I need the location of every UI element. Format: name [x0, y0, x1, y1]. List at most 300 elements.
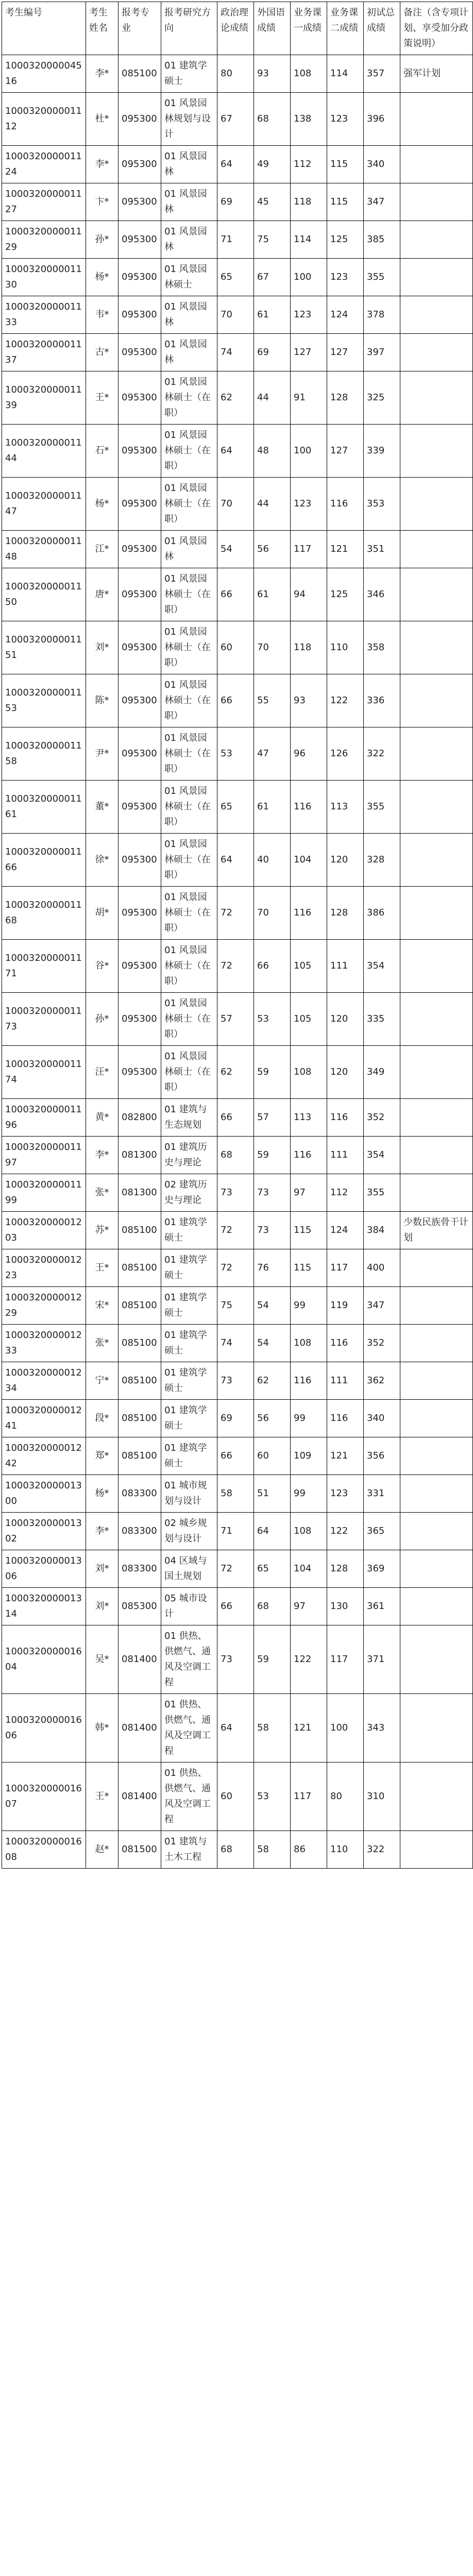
- table-row: [2, 1588, 473, 1625]
- table-row: [2, 146, 473, 183]
- table-row: [2, 296, 473, 334]
- politics-score-cell: 62: [217, 1046, 254, 1099]
- remark-cell: [400, 1287, 473, 1325]
- candidate-name-cell: 唐*: [86, 568, 119, 621]
- candidate-name-cell: 张*: [86, 1174, 119, 1212]
- research-direction-cell: 01 建筑学硕士: [161, 1325, 217, 1362]
- candidate-id-cell: 100032000001608: [2, 1831, 86, 1869]
- table-row: [2, 1694, 473, 1762]
- politics-score-cell: 60: [217, 621, 254, 674]
- politics-score-cell: 64: [217, 146, 254, 183]
- politics-score-cell: 70: [217, 478, 254, 531]
- foreign-language-score-cell: 64: [254, 1513, 291, 1550]
- total-score-cell: 352: [364, 1099, 400, 1137]
- total-score-cell: 331: [364, 1475, 400, 1513]
- header-cell: 考生编号: [2, 2, 86, 55]
- foreign-language-score-cell: 53: [254, 1762, 291, 1831]
- research-direction-cell: 01 建筑学硕士: [161, 1400, 217, 1437]
- subject2-score-cell: 116: [327, 1099, 364, 1137]
- subject2-score-cell: 122: [327, 674, 364, 727]
- major-code-cell: 081500: [119, 1831, 161, 1869]
- foreign-language-score-cell: 53: [254, 993, 291, 1046]
- research-direction-cell: 01 风景园林硕士（在职）: [161, 993, 217, 1046]
- remark-cell: [400, 1249, 473, 1287]
- total-score-cell: 362: [364, 1362, 400, 1400]
- politics-score-cell: 64: [217, 425, 254, 478]
- foreign-language-score-cell: 69: [254, 334, 291, 371]
- remark-cell: [400, 1625, 473, 1694]
- foreign-language-score-cell: 54: [254, 1325, 291, 1362]
- subject2-score-cell: 117: [327, 1625, 364, 1694]
- subject2-score-cell: 120: [327, 993, 364, 1046]
- research-direction-cell: 01 风景园林硕士（在职）: [161, 1046, 217, 1099]
- politics-score-cell: 66: [217, 1099, 254, 1137]
- remark-cell: 强军计划: [400, 55, 473, 93]
- remark-cell: [400, 568, 473, 621]
- header-cell: 业务课二成绩: [327, 2, 364, 55]
- remark-cell: [400, 1362, 473, 1400]
- total-score-cell: 354: [364, 1137, 400, 1174]
- candidate-name-cell: 王*: [86, 371, 119, 425]
- foreign-language-score-cell: 65: [254, 1550, 291, 1588]
- research-direction-cell: 01 风景园林硕士（在职）: [161, 887, 217, 940]
- candidate-id-cell: 100032000001166: [2, 834, 86, 887]
- total-score-cell: 336: [364, 674, 400, 727]
- table-row: [2, 55, 473, 93]
- table-row: [2, 674, 473, 727]
- candidate-id-cell: 100032000001153: [2, 674, 86, 727]
- major-code-cell: 085100: [119, 1400, 161, 1437]
- table-row: [2, 478, 473, 531]
- candidate-name-cell: 段*: [86, 1400, 119, 1437]
- subject2-score-cell: 111: [327, 1362, 364, 1400]
- total-score-cell: 343: [364, 1694, 400, 1762]
- remark-cell: [400, 146, 473, 183]
- subject2-score-cell: 121: [327, 531, 364, 568]
- header-cell: 初试总成绩: [364, 2, 400, 55]
- subject1-score-cell: 91: [291, 371, 327, 425]
- subject1-score-cell: 116: [291, 781, 327, 834]
- table-row: [2, 727, 473, 781]
- politics-score-cell: 73: [217, 1174, 254, 1212]
- subject2-score-cell: 125: [327, 568, 364, 621]
- candidate-name-cell: 刘*: [86, 1588, 119, 1625]
- table-row: [2, 425, 473, 478]
- total-score-cell: 371: [364, 1625, 400, 1694]
- total-score-cell: 357: [364, 55, 400, 93]
- major-code-cell: 095300: [119, 993, 161, 1046]
- major-code-cell: 095300: [119, 621, 161, 674]
- candidate-name-cell: 董*: [86, 781, 119, 834]
- table-row: [2, 993, 473, 1046]
- subject2-score-cell: 130: [327, 1588, 364, 1625]
- major-code-cell: 095300: [119, 183, 161, 221]
- research-direction-cell: 01 风景园林硕士（在职）: [161, 834, 217, 887]
- major-code-cell: 095300: [119, 834, 161, 887]
- major-code-cell: 095300: [119, 1046, 161, 1099]
- politics-score-cell: 65: [217, 259, 254, 296]
- total-score-cell: 353: [364, 478, 400, 531]
- total-score-cell: 325: [364, 371, 400, 425]
- candidate-id-cell: 100032000001144: [2, 425, 86, 478]
- research-direction-cell: 01 建筑学硕士: [161, 1249, 217, 1287]
- foreign-language-score-cell: 59: [254, 1625, 291, 1694]
- total-score-cell: 322: [364, 1831, 400, 1869]
- remark-cell: [400, 887, 473, 940]
- foreign-language-score-cell: 40: [254, 834, 291, 887]
- major-code-cell: 095300: [119, 259, 161, 296]
- candidate-id-cell: 100032000001127: [2, 183, 86, 221]
- header-row: [2, 2, 473, 55]
- subject1-score-cell: 121: [291, 1694, 327, 1762]
- total-score-cell: 310: [364, 1762, 400, 1831]
- table-row: [2, 183, 473, 221]
- table-row: [2, 334, 473, 371]
- subject1-score-cell: 115: [291, 1249, 327, 1287]
- major-code-cell: 095300: [119, 221, 161, 259]
- total-score-cell: 369: [364, 1550, 400, 1588]
- remark-cell: [400, 1137, 473, 1174]
- politics-score-cell: 74: [217, 334, 254, 371]
- table-body: [2, 55, 473, 1869]
- subject1-score-cell: 116: [291, 887, 327, 940]
- candidate-name-cell: 李*: [86, 1513, 119, 1550]
- remark-cell: [400, 478, 473, 531]
- research-direction-cell: 01 风景园林硕士（在职）: [161, 781, 217, 834]
- politics-score-cell: 54: [217, 531, 254, 568]
- subject1-score-cell: 99: [291, 1287, 327, 1325]
- research-direction-cell: 01 建筑学硕士: [161, 55, 217, 93]
- candidate-id-cell: 100032000001196: [2, 1099, 86, 1137]
- politics-score-cell: 71: [217, 221, 254, 259]
- politics-score-cell: 75: [217, 1287, 254, 1325]
- candidate-name-cell: 杨*: [86, 478, 119, 531]
- table-row: [2, 1325, 473, 1362]
- subject2-score-cell: 116: [327, 478, 364, 531]
- research-direction-cell: 05 城市设计: [161, 1588, 217, 1625]
- foreign-language-score-cell: 45: [254, 183, 291, 221]
- subject1-score-cell: 117: [291, 531, 327, 568]
- research-direction-cell: 01 城市规划与设计: [161, 1475, 217, 1513]
- table-row: [2, 371, 473, 425]
- major-code-cell: 081400: [119, 1625, 161, 1694]
- candidate-id-cell: 100032000001151: [2, 621, 86, 674]
- candidate-id-cell: 100032000001302: [2, 1513, 86, 1550]
- politics-score-cell: 70: [217, 296, 254, 334]
- foreign-language-score-cell: 47: [254, 727, 291, 781]
- candidate-name-cell: 赵*: [86, 1831, 119, 1869]
- politics-score-cell: 53: [217, 727, 254, 781]
- politics-score-cell: 68: [217, 1137, 254, 1174]
- table-row: [2, 1831, 473, 1869]
- subject2-score-cell: 116: [327, 1400, 364, 1437]
- remark-cell: [400, 1174, 473, 1212]
- remark-cell: [400, 183, 473, 221]
- candidate-name-cell: 李*: [86, 146, 119, 183]
- subject2-score-cell: 123: [327, 93, 364, 146]
- table-row: [2, 1287, 473, 1325]
- subject2-score-cell: 110: [327, 621, 364, 674]
- candidate-id-cell: 100032000001197: [2, 1137, 86, 1174]
- major-code-cell: 081400: [119, 1694, 161, 1762]
- foreign-language-score-cell: 44: [254, 478, 291, 531]
- research-direction-cell: 01 建筑历史与理论: [161, 1137, 217, 1174]
- total-score-cell: 349: [364, 1046, 400, 1099]
- candidate-name-cell: 宋*: [86, 1287, 119, 1325]
- candidate-id-cell: 100032000001124: [2, 146, 86, 183]
- candidate-id-cell: 100032000004516: [2, 55, 86, 93]
- major-code-cell: 095300: [119, 371, 161, 425]
- politics-score-cell: 65: [217, 781, 254, 834]
- foreign-language-score-cell: 75: [254, 221, 291, 259]
- remark-cell: [400, 781, 473, 834]
- table-row: [2, 1174, 473, 1212]
- politics-score-cell: 74: [217, 1325, 254, 1362]
- foreign-language-score-cell: 76: [254, 1249, 291, 1287]
- foreign-language-score-cell: 55: [254, 674, 291, 727]
- candidate-name-cell: 吴*: [86, 1625, 119, 1694]
- major-code-cell: 095300: [119, 425, 161, 478]
- research-direction-cell: 01 风景园林硕士（在职）: [161, 425, 217, 478]
- remark-cell: [400, 296, 473, 334]
- candidate-id-cell: 100032000001161: [2, 781, 86, 834]
- total-score-cell: 347: [364, 1287, 400, 1325]
- total-score-cell: 400: [364, 1249, 400, 1287]
- candidate-id-cell: 100032000001147: [2, 478, 86, 531]
- candidate-id-cell: 100032000001174: [2, 1046, 86, 1099]
- subject1-score-cell: 97: [291, 1588, 327, 1625]
- subject2-score-cell: 115: [327, 183, 364, 221]
- subject2-score-cell: 114: [327, 55, 364, 93]
- foreign-language-score-cell: 51: [254, 1475, 291, 1513]
- research-direction-cell: 01 风景园林: [161, 531, 217, 568]
- subject2-score-cell: 123: [327, 1475, 364, 1513]
- total-score-cell: 355: [364, 259, 400, 296]
- candidate-id-cell: 100032000001148: [2, 531, 86, 568]
- candidate-name-cell: 黄*: [86, 1099, 119, 1137]
- candidate-name-cell: 张*: [86, 1325, 119, 1362]
- total-score-cell: 385: [364, 221, 400, 259]
- politics-score-cell: 72: [217, 887, 254, 940]
- subject1-score-cell: 97: [291, 1174, 327, 1212]
- foreign-language-score-cell: 48: [254, 425, 291, 478]
- research-direction-cell: 01 建筑学硕士: [161, 1212, 217, 1249]
- politics-score-cell: 73: [217, 1625, 254, 1694]
- remark-cell: [400, 1762, 473, 1831]
- foreign-language-score-cell: 68: [254, 93, 291, 146]
- major-code-cell: 095300: [119, 531, 161, 568]
- candidate-id-cell: 100032000001223: [2, 1249, 86, 1287]
- foreign-language-score-cell: 60: [254, 1437, 291, 1475]
- subject1-score-cell: 108: [291, 55, 327, 93]
- major-code-cell: 085100: [119, 1325, 161, 1362]
- research-direction-cell: 01 风景园林: [161, 334, 217, 371]
- total-score-cell: 322: [364, 727, 400, 781]
- total-score-cell: 355: [364, 1174, 400, 1212]
- subject2-score-cell: 120: [327, 1046, 364, 1099]
- candidate-id-cell: 100032000001129: [2, 221, 86, 259]
- subject1-score-cell: 94: [291, 568, 327, 621]
- total-score-cell: 384: [364, 1212, 400, 1249]
- major-code-cell: 095300: [119, 887, 161, 940]
- subject2-score-cell: 120: [327, 834, 364, 887]
- subject1-score-cell: 127: [291, 334, 327, 371]
- candidate-id-cell: 100032000001233: [2, 1325, 86, 1362]
- research-direction-cell: 01 风景园林硕士（在职）: [161, 940, 217, 993]
- subject1-score-cell: 115: [291, 1212, 327, 1249]
- subject1-score-cell: 117: [291, 1762, 327, 1831]
- table-row: [2, 781, 473, 834]
- remark-cell: [400, 1325, 473, 1362]
- politics-score-cell: 73: [217, 1362, 254, 1400]
- candidate-id-cell: 100032000001606: [2, 1694, 86, 1762]
- subject1-score-cell: 138: [291, 93, 327, 146]
- subject2-score-cell: 128: [327, 1550, 364, 1588]
- candidate-id-cell: 100032000001168: [2, 887, 86, 940]
- table-row: [2, 1625, 473, 1694]
- subject2-score-cell: 124: [327, 1212, 364, 1249]
- total-score-cell: 386: [364, 887, 400, 940]
- research-direction-cell: 01 风景园林硕士: [161, 259, 217, 296]
- admission-table: [2, 2, 473, 1869]
- total-score-cell: 355: [364, 781, 400, 834]
- subject2-score-cell: 119: [327, 1287, 364, 1325]
- politics-score-cell: 66: [217, 568, 254, 621]
- total-score-cell: 378: [364, 296, 400, 334]
- research-direction-cell: 02 建筑历史与理论: [161, 1174, 217, 1212]
- candidate-id-cell: 100032000001130: [2, 259, 86, 296]
- foreign-language-score-cell: 58: [254, 1694, 291, 1762]
- major-code-cell: 085100: [119, 1287, 161, 1325]
- total-score-cell: 335: [364, 993, 400, 1046]
- table-row: [2, 1513, 473, 1550]
- candidate-id-cell: 100032000001242: [2, 1437, 86, 1475]
- candidate-id-cell: 100032000001314: [2, 1588, 86, 1625]
- research-direction-cell: 01 风景园林: [161, 296, 217, 334]
- candidate-id-cell: 100032000001203: [2, 1212, 86, 1249]
- subject2-score-cell: 126: [327, 727, 364, 781]
- total-score-cell: 361: [364, 1588, 400, 1625]
- remark-cell: [400, 1437, 473, 1475]
- candidate-id-cell: 100032000001199: [2, 1174, 86, 1212]
- research-direction-cell: 02 城乡规划与设计: [161, 1513, 217, 1550]
- foreign-language-score-cell: 62: [254, 1362, 291, 1400]
- major-code-cell: 095300: [119, 781, 161, 834]
- total-score-cell: 340: [364, 1400, 400, 1437]
- header-cell: 考生姓名: [86, 2, 119, 55]
- candidate-name-cell: 王*: [86, 1762, 119, 1831]
- total-score-cell: 352: [364, 1325, 400, 1362]
- subject2-score-cell: 111: [327, 940, 364, 993]
- remark-cell: [400, 1694, 473, 1762]
- politics-score-cell: 64: [217, 834, 254, 887]
- research-direction-cell: 01 风景园林硕士（在职）: [161, 371, 217, 425]
- table-row: [2, 621, 473, 674]
- candidate-name-cell: 汪*: [86, 1046, 119, 1099]
- remark-cell: [400, 674, 473, 727]
- table-row: [2, 1249, 473, 1287]
- politics-score-cell: 64: [217, 1694, 254, 1762]
- subject1-score-cell: 118: [291, 621, 327, 674]
- total-score-cell: 365: [364, 1513, 400, 1550]
- candidate-name-cell: 王*: [86, 1249, 119, 1287]
- subject1-score-cell: 108: [291, 1325, 327, 1362]
- foreign-language-score-cell: 93: [254, 55, 291, 93]
- major-code-cell: 081300: [119, 1137, 161, 1174]
- major-code-cell: 085300: [119, 1588, 161, 1625]
- politics-score-cell: 72: [217, 1550, 254, 1588]
- politics-score-cell: 72: [217, 1249, 254, 1287]
- major-code-cell: 083300: [119, 1550, 161, 1588]
- foreign-language-score-cell: 66: [254, 940, 291, 993]
- header-cell: 政治理论成绩: [217, 2, 254, 55]
- foreign-language-score-cell: 61: [254, 296, 291, 334]
- major-code-cell: 095300: [119, 727, 161, 781]
- header-cell: 报考专业: [119, 2, 161, 55]
- subject2-score-cell: 112: [327, 1174, 364, 1212]
- major-code-cell: 095300: [119, 478, 161, 531]
- major-code-cell: 085100: [119, 1437, 161, 1475]
- subject2-score-cell: 127: [327, 425, 364, 478]
- total-score-cell: 354: [364, 940, 400, 993]
- table-row: [2, 531, 473, 568]
- table-row: [2, 568, 473, 621]
- remark-cell: [400, 1550, 473, 1588]
- subject2-score-cell: 121: [327, 1437, 364, 1475]
- candidate-id-cell: 100032000001306: [2, 1550, 86, 1588]
- politics-score-cell: 72: [217, 1212, 254, 1249]
- remark-cell: [400, 1400, 473, 1437]
- remark-cell: [400, 1046, 473, 1099]
- politics-score-cell: 58: [217, 1475, 254, 1513]
- foreign-language-score-cell: 68: [254, 1588, 291, 1625]
- remark-cell: [400, 621, 473, 674]
- candidate-id-cell: 100032000001137: [2, 334, 86, 371]
- candidate-name-cell: 李*: [86, 1137, 119, 1174]
- candidate-id-cell: 100032000001607: [2, 1762, 86, 1831]
- candidate-name-cell: 李*: [86, 55, 119, 93]
- research-direction-cell: 01 风景园林: [161, 183, 217, 221]
- major-code-cell: 095300: [119, 568, 161, 621]
- candidate-id-cell: 100032000001171: [2, 940, 86, 993]
- total-score-cell: 340: [364, 146, 400, 183]
- research-direction-cell: 01 风景园林: [161, 146, 217, 183]
- major-code-cell: 085100: [119, 55, 161, 93]
- candidate-name-cell: 陈*: [86, 674, 119, 727]
- foreign-language-score-cell: 56: [254, 1400, 291, 1437]
- header-cell: 备注（含专项计划、享受加分政策说明）: [400, 2, 473, 55]
- subject1-score-cell: 108: [291, 1046, 327, 1099]
- subject1-score-cell: 123: [291, 478, 327, 531]
- major-code-cell: 095300: [119, 93, 161, 146]
- foreign-language-score-cell: 61: [254, 568, 291, 621]
- table-row: [2, 1437, 473, 1475]
- remark-cell: [400, 993, 473, 1046]
- table-row: [2, 259, 473, 296]
- research-direction-cell: 01 风景园林硕士（在职）: [161, 621, 217, 674]
- table-row: [2, 1762, 473, 1831]
- total-score-cell: 397: [364, 334, 400, 371]
- remark-cell: [400, 1513, 473, 1550]
- research-direction-cell: 01 风景园林硕士（在职）: [161, 478, 217, 531]
- table-row: [2, 887, 473, 940]
- subject2-score-cell: 124: [327, 296, 364, 334]
- major-code-cell: 082800: [119, 1099, 161, 1137]
- subject2-score-cell: 80: [327, 1762, 364, 1831]
- total-score-cell: 346: [364, 568, 400, 621]
- candidate-name-cell: 尹*: [86, 727, 119, 781]
- foreign-language-score-cell: 70: [254, 621, 291, 674]
